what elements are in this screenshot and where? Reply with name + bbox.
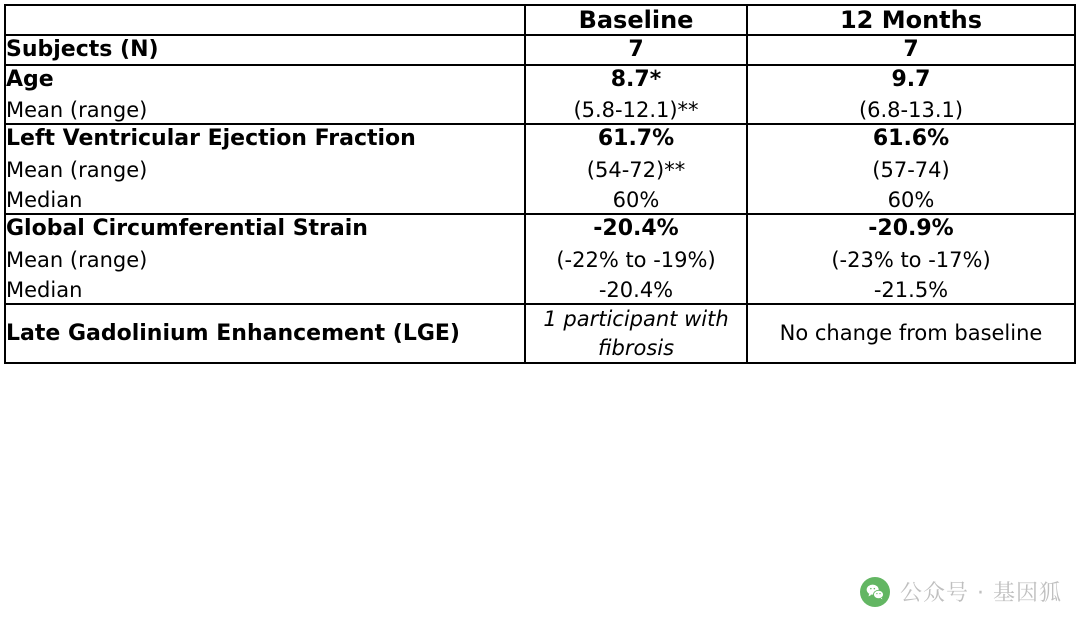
row-title: Left Ventricular Ejection Fraction (6, 126, 416, 152)
value-median: -21.5% (873, 278, 949, 302)
results-table (4, 4, 1076, 364)
row-title: Late Gadolinium Enhancement (LGE) (6, 321, 460, 347)
value-median: 60% (612, 188, 660, 212)
value: 61.6% (872, 126, 950, 152)
value-range: (54-72)** (586, 157, 686, 182)
row-subtitle-median: Median (6, 278, 83, 302)
value-range: (-23% to -17%) (831, 247, 991, 272)
table-row (5, 304, 1075, 363)
row-subtitle-mean: Mean (range) (6, 157, 148, 182)
cell-lvef-12-months (747, 124, 1075, 214)
watermark-text: 公众号 · 基因狐 (900, 581, 1062, 606)
value: 7 (628, 37, 644, 62)
value: 7 (903, 37, 919, 62)
table-row (5, 35, 1075, 65)
row-label-lge (5, 304, 525, 363)
cell-subjects-baseline (525, 35, 747, 65)
value: 9.7 (891, 66, 931, 92)
value-range: (57-74) (872, 157, 950, 182)
row-title: Age (6, 66, 54, 92)
row-label-subjects (5, 35, 525, 65)
cell-age-baseline (525, 65, 747, 125)
row-subtitle: Mean (range) (6, 98, 148, 122)
header-cell-baseline: Baseline (525, 5, 747, 35)
value-median: -20.4% (598, 278, 674, 302)
header-cell-blank (5, 5, 525, 35)
cell-gcs-12-months (747, 214, 1075, 304)
value: 8.7* (610, 66, 662, 92)
table-header-row (5, 5, 1075, 35)
table-row (5, 124, 1075, 214)
value-median: 60% (887, 188, 935, 212)
value: 61.7% (597, 126, 675, 152)
table-row (5, 214, 1075, 304)
row-subtitle-median: Median (6, 188, 83, 212)
document-page (0, 4, 1080, 623)
row-title: Subjects (N) (6, 37, 159, 62)
cell-lvef-baseline (525, 124, 747, 214)
row-label-lvef (5, 124, 525, 214)
value-range: (5.8-12.1)** (573, 98, 699, 122)
value-range: (-22% to -19%) (556, 247, 716, 272)
cell-lge-12-months: No change from baseline (747, 304, 1075, 363)
header-cell-12-months: 12 Months (747, 5, 1075, 35)
row-label-age (5, 65, 525, 125)
cell-gcs-baseline (525, 214, 747, 304)
cell-subjects-12-months (747, 35, 1075, 65)
cell-age-12-months (747, 65, 1075, 125)
value: -20.9% (868, 216, 954, 242)
value: -20.4% (593, 216, 679, 242)
cell-lge-baseline: 1 participant with fibrosis (525, 304, 747, 363)
row-label-gcs (5, 214, 525, 304)
value-range: (6.8-13.1) (858, 98, 964, 122)
row-subtitle-mean: Mean (range) (6, 247, 148, 272)
row-title: Global Circumferential Strain (6, 216, 368, 242)
watermark (860, 576, 1062, 607)
wechat-icon (860, 577, 890, 607)
table-row (5, 65, 1075, 125)
